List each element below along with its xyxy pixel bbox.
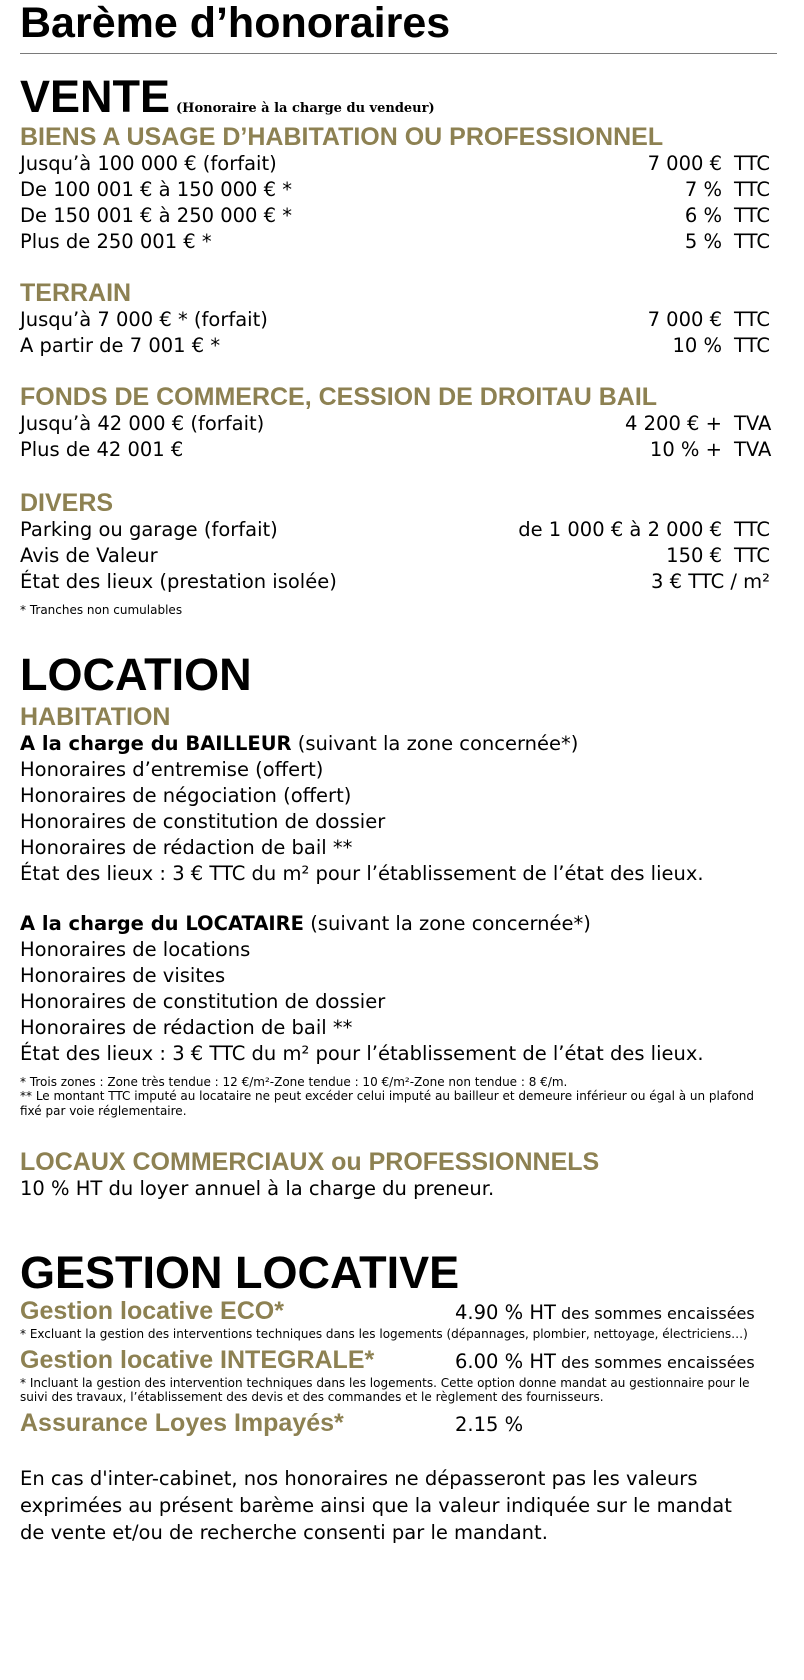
terrain-heading: TERRAIN (20, 279, 132, 307)
locataire-intro-bold: A la charge du LOCATAIRE (20, 911, 304, 935)
fee-amount: 7 000 € (647, 308, 722, 331)
fee-amount: 6 % (684, 204, 722, 227)
fee-amount: 10 % (672, 334, 722, 357)
fee-label: Plus de 42 001 € (20, 438, 184, 461)
bailleur-intro (20, 731, 780, 757)
fee-label: Parking ou garage (forfait) (20, 518, 278, 541)
fee-row (20, 333, 780, 359)
fee-row (20, 517, 780, 543)
fee-unit: TTC (734, 518, 770, 541)
fee-label: Jusqu’à 7 000 € * (forfait) (20, 308, 268, 331)
fee-unit: TTC (734, 230, 770, 253)
fee-label: A partir de 7 001 € * (20, 334, 221, 357)
assurance-label: Assurance Loyes Impayés* (20, 1408, 344, 1437)
gestion-eco-rate: 4.90 % HT (455, 1301, 556, 1324)
gestion-integrale-rate: 6.00 % HT (455, 1349, 556, 1373)
gestion-eco-value (455, 1301, 755, 1324)
gestion-heading: GESTION LOCATIVE (20, 1247, 460, 1298)
gestion-integrale-value (455, 1350, 755, 1373)
location-footnote-1: * Trois zones : Zone très tendue : 12 €/m²-Zone tendue : 10 €/m²-Zone non tendue : 8 €/m. (20, 1074, 568, 1089)
fee-value (518, 517, 780, 543)
list-item: Honoraires de locations (20, 937, 251, 961)
habitation-rows (20, 151, 780, 255)
fee-unit: TTC (734, 334, 770, 357)
gestion-eco-label: Gestion locative ECO* (20, 1297, 284, 1325)
divers-rows (20, 517, 780, 595)
assurance-rate: 2.15 % (455, 1412, 524, 1436)
fee-label: Plus de 250 001 € * (20, 230, 212, 253)
vente-title: VENTE (20, 71, 171, 122)
list-item: Honoraires de constitution de dossier (20, 989, 386, 1013)
fee-schedule (20, 0, 780, 1546)
vente-footnote: * Tranches non cumulables (20, 603, 183, 617)
list-item: Honoraires de rédaction de bail ** (20, 1015, 353, 1039)
list-item: État des lieux : 3 € TTC du m² pour l’établissement de l’état des lieux. (20, 1041, 704, 1065)
fee-amount: 5 % (684, 230, 722, 253)
fee-value (648, 151, 780, 177)
fee-row (20, 151, 780, 177)
fee-unit: TVA (734, 438, 772, 461)
list-item: État des lieux : 3 € TTC du m² pour l’établissement de l’état des lieux. (20, 861, 704, 885)
bailleur-intro-rest: (suivant la zone concernée*) (291, 731, 579, 755)
fee-unit: TTC (734, 544, 770, 567)
fee-amount: 150 € (666, 544, 722, 567)
fee-label: Avis de Valeur (20, 544, 158, 567)
fee-label: Jusqu’à 100 000 € (forfait) (20, 152, 277, 175)
bailleur-block (20, 731, 780, 887)
fee-row (20, 569, 780, 595)
gestion-integrale-rest: des sommes encaissées (555, 1352, 755, 1372)
assurance-row (20, 1409, 780, 1439)
fee-amount: 3 € TTC / m² (651, 570, 770, 593)
fee-value (672, 333, 780, 359)
fee-row (20, 307, 780, 333)
list-item: Honoraires d’entremise (offert) (20, 757, 324, 781)
closing-paragraph: En cas d'inter-cabinet, nos honoraires ne dépasseront pas les valeurs exprimées au présent barème ainsi que la valeur indiquée sur le mandat de vente et/ou de recherche consenti par le mandant. (20, 1466, 732, 1544)
gestion-integrale-row (20, 1346, 780, 1376)
fee-row (20, 203, 780, 229)
fee-label: De 100 001 € à 150 000 € * (20, 178, 292, 201)
location-heading: LOCATION (20, 648, 252, 700)
fee-amount: de 1 000 € à 2 000 € (518, 518, 722, 541)
divers-heading: DIVERS (20, 489, 114, 517)
fee-unit: TTC (734, 178, 770, 201)
fee-unit: TTC (734, 308, 770, 331)
location-habitation-heading: HABITATION (20, 702, 171, 731)
fee-amount: 10 % + (649, 438, 722, 461)
fee-unit: TVA (734, 412, 772, 435)
fee-value (625, 411, 780, 437)
fonds-heading: FONDS DE COMMERCE, CESSION DE DROITAU BAIL (20, 383, 658, 411)
gestion-eco-row (20, 1297, 780, 1327)
fee-row (20, 543, 780, 569)
fee-unit: TTC (734, 204, 770, 227)
gestion-integrale-label: Gestion locative INTEGRALE* (20, 1345, 375, 1374)
fee-row (20, 229, 780, 255)
list-item: Honoraires de visites (20, 963, 226, 987)
fee-label: État des lieux (prestation isolée) (20, 570, 337, 593)
title-divider (20, 53, 777, 54)
fee-amount: 7 % (684, 178, 722, 201)
locataire-intro-rest: (suivant la zone concernée*) (304, 911, 591, 935)
fee-value (685, 203, 780, 229)
bailleur-intro-bold: A la charge du BAILLEUR (20, 731, 292, 755)
list-item: Honoraires de négociation (offert) (20, 783, 352, 807)
fee-amount: 7 000 € (647, 152, 722, 175)
fee-value (685, 229, 780, 255)
fee-label: De 150 001 € à 250 000 € * (20, 204, 292, 227)
fonds-rows (20, 411, 780, 463)
gestion-eco-rest: des sommes encaissées (555, 1304, 755, 1323)
locaux-heading: LOCAUX COMMERCIAUX ou PROFESSIONNELS (20, 1148, 600, 1176)
list-item: Honoraires de rédaction de bail ** (20, 835, 353, 859)
locataire-intro (20, 911, 780, 937)
fee-row (20, 177, 780, 203)
fee-value (651, 569, 770, 595)
fee-value (650, 437, 780, 463)
terrain-rows (20, 307, 780, 359)
fee-row (20, 411, 780, 437)
habitation-heading: BIENS A USAGE D’HABITATION OU PROFESSIONNEL (20, 123, 664, 151)
gestion-eco-note: * Excluant la gestion des interventions techniques dans les logements (dépannages, plombier, nettoyage, électriciens…) (20, 1327, 748, 1341)
locaux-text: 10 % HT du loyer annuel à la charge du preneur. (20, 1177, 495, 1200)
locataire-block (20, 911, 780, 1067)
fee-value (666, 543, 780, 569)
fee-amount: 4 200 € + (625, 412, 722, 435)
fee-row (20, 437, 780, 463)
page-title: Barème d’honoraires (20, 0, 451, 47)
vente-note: (Honoraire à la charge du vendeur) (176, 101, 435, 116)
fee-unit: TTC (734, 152, 770, 175)
gestion-integrale-note: * Incluant la gestion des intervention techniques dans les logements. Cette option donne mandat au gestionnaire pour le suivi des travaux, l’établissement des devis et des commandes et le règlement des fournisseurs. (20, 1375, 750, 1404)
fee-value (685, 177, 780, 203)
fee-label: Jusqu’à 42 000 € (forfait) (20, 412, 265, 435)
list-item: Honoraires de constitution de dossier (20, 809, 386, 833)
vente-heading (20, 71, 780, 122)
location-footnote-2: ** Le montant TTC imputé au locataire ne peut excéder celui imputé au bailleur et demeure inférieur ou égal à un plafond fixé par voie réglementaire. (20, 1089, 755, 1118)
fee-value (648, 307, 780, 333)
